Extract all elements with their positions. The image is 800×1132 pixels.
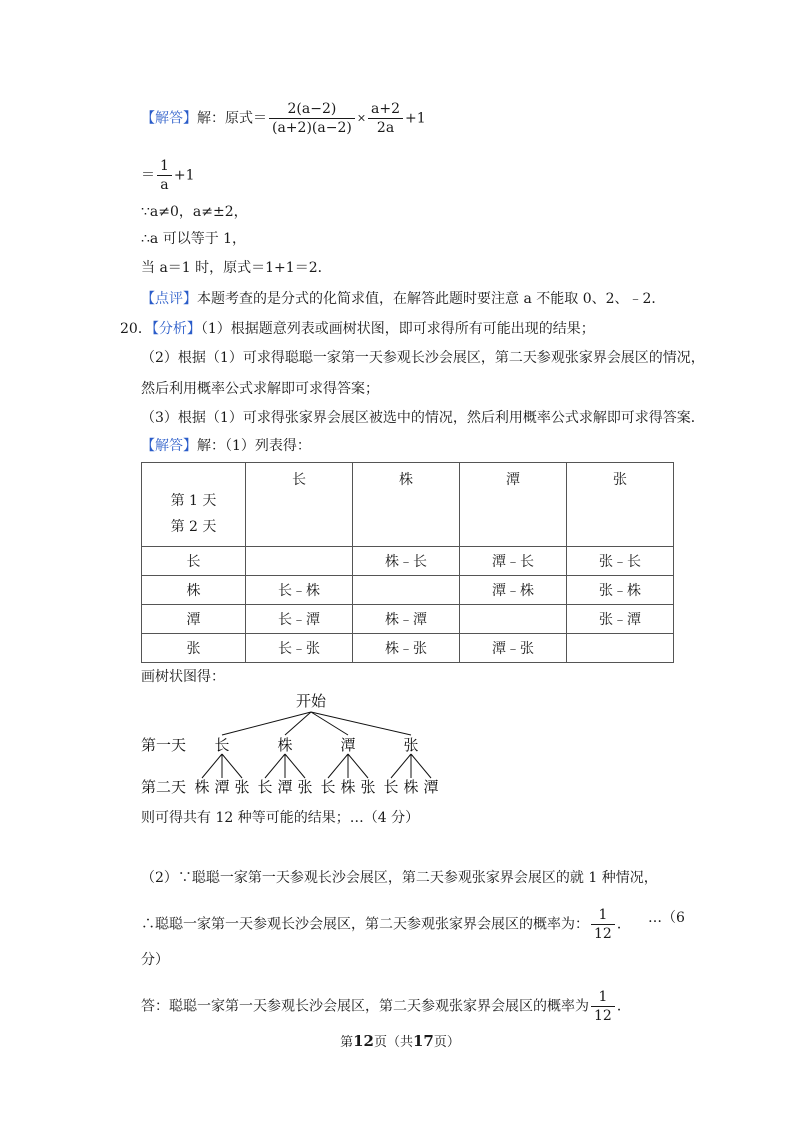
tree-node-day1: 潭 [340, 736, 356, 754]
final-answer: 答：聪聪一家第一天参观长沙会展区，第二天参观张家界会展区的概率为 $\frac{1}{12}$ ． [141, 989, 631, 1024]
fraction-2: $\frac{a+2}{2a}$ [368, 100, 403, 137]
fraction-1: $\frac{2(a-2)}{(a+2)(a-2)}$ [269, 100, 355, 137]
table-cell [567, 634, 674, 663]
table-cell [353, 576, 460, 605]
plus-one: +1 [405, 110, 426, 127]
outcome-table [141, 462, 674, 663]
q19-line5: 当 a＝1 时，原式＝1+1＝2． [141, 260, 332, 276]
fraction-one-over-a: $\frac{1}{a}$ [157, 157, 172, 194]
q19-step2: ＝ $\frac{1}{a}$ +1 [141, 158, 195, 193]
tree-node-day1: 张 [403, 736, 419, 754]
tree-root: 开始 [295, 692, 327, 710]
result-line: 则可得共有 12 种等可能的结果；…（4 分） [141, 810, 420, 826]
tree-leaf: 张 [360, 778, 376, 796]
table-cell [460, 605, 567, 634]
tree-node-day1: 长 [214, 736, 230, 754]
tree-leaf: 株 [403, 778, 419, 796]
tree-leaf: 张 [297, 778, 313, 796]
tree-leaf: 潭 [277, 778, 293, 796]
table-cell: 长﹣张 [246, 634, 353, 663]
row-label: 长 [142, 547, 246, 576]
tree-leaf: 株 [340, 778, 356, 796]
table-corner: 第 1 天 第 2 天 [142, 463, 246, 547]
q20-answer-line: 【解答】解：（1）列表得： [141, 438, 311, 454]
table-header: 株 [353, 463, 460, 547]
q19-line3: ∵a≠0，a≠±2， [141, 204, 248, 220]
tree-node-day1: 株 [277, 736, 293, 754]
table-cell: 潭﹣张 [460, 634, 567, 663]
row-label: 株 [142, 576, 246, 605]
part2-line2: ∴聪聪一家第一天参观长沙会展区，第二天参观张家界会展区的概率为： $\frac{1}{12}$ ． [141, 907, 631, 942]
row-label: 潭 [142, 605, 246, 634]
table-row [142, 605, 674, 634]
question-number: 20． [120, 321, 152, 337]
analysis-tag: 【分析】 [151, 321, 201, 337]
comment-text: 本题考查的是分式的化简求值，在解答此题时要注意 a 不能取 0、2、﹣2． [197, 291, 666, 307]
comment-tag: 【点评】 [141, 291, 197, 307]
tree-leaf: 潭 [214, 778, 230, 796]
table-header: 张 [567, 463, 674, 547]
part2-score: …（6 [648, 910, 685, 926]
tree-intro: 画树状图得： [141, 669, 225, 685]
table-row [142, 576, 674, 605]
table-cell: 长﹣株 [246, 576, 353, 605]
tree-leaf: 株 [194, 778, 210, 796]
q19-answer-line [141, 100, 426, 137]
probability-fraction: $\frac{1}{12}$ [591, 906, 615, 943]
times-sign: × [356, 111, 367, 125]
table-header: 潭 [460, 463, 567, 547]
table-row [142, 547, 674, 576]
tree-day2-label: 第二天 [141, 778, 187, 796]
tree-leaf: 长 [320, 778, 336, 796]
answer-tag: 【解答】 [141, 438, 197, 454]
part2-line1: （2）∵聪聪一家第一天参观长沙会展区，第二天参观张家界会展区的就 1 种情况， [141, 870, 658, 886]
page-total: 17 [413, 1032, 434, 1050]
page-footer: 第12页（共17页） [340, 1032, 460, 1050]
tree-leaf: 张 [234, 778, 250, 796]
tree-day1-label: 第一天 [141, 736, 187, 754]
tree-diagram [135, 688, 455, 800]
page-number: 12 [353, 1032, 374, 1050]
table-cell: 长﹣潭 [246, 605, 353, 634]
table-cell: 株﹣长 [353, 547, 460, 576]
row-label: 张 [142, 634, 246, 663]
q19-comment [141, 289, 665, 309]
table-cell: 株﹣张 [353, 634, 460, 663]
tree-leaf: 潭 [423, 778, 439, 796]
table-cell: 株﹣潭 [353, 605, 460, 634]
answer-lead: 解：原式＝ [197, 110, 267, 127]
table-cell: 张﹣株 [567, 576, 674, 605]
table-cell [246, 547, 353, 576]
q20-analysis-3: （3）根据（1）可求得张家界会展区被选中的情况，然后利用概率公式求解即可求得答案． [141, 410, 705, 426]
part2-score-cont: 分） [141, 952, 169, 968]
answer-tag: 【解答】 [141, 110, 197, 127]
table-cell: 潭﹣长 [460, 547, 567, 576]
q20-analysis-2a: （2）根据（1）可求得聪聪一家第一天参观长沙会展区，第二天参观张家界会展区的情况， [141, 350, 705, 366]
tree-leaf: 长 [383, 778, 399, 796]
table-row [142, 634, 674, 663]
q20-analysis-2b: 然后利用概率公式求解即可求得答案； [141, 381, 379, 397]
q20-analysis: 20．【分析】（1）根据题意列表或画树状图，即可求得所有可能出现的结果； [120, 321, 595, 337]
table-cell: 潭﹣株 [460, 576, 567, 605]
tree-leaf: 长 [257, 778, 273, 796]
table-header: 长 [246, 463, 353, 547]
table-cell: 张﹣潭 [567, 605, 674, 634]
q19-line4: ∴a 可以等于 1， [141, 231, 247, 247]
probability-fraction: $\frac{1}{12}$ [591, 988, 615, 1025]
table-cell: 张﹣长 [567, 547, 674, 576]
